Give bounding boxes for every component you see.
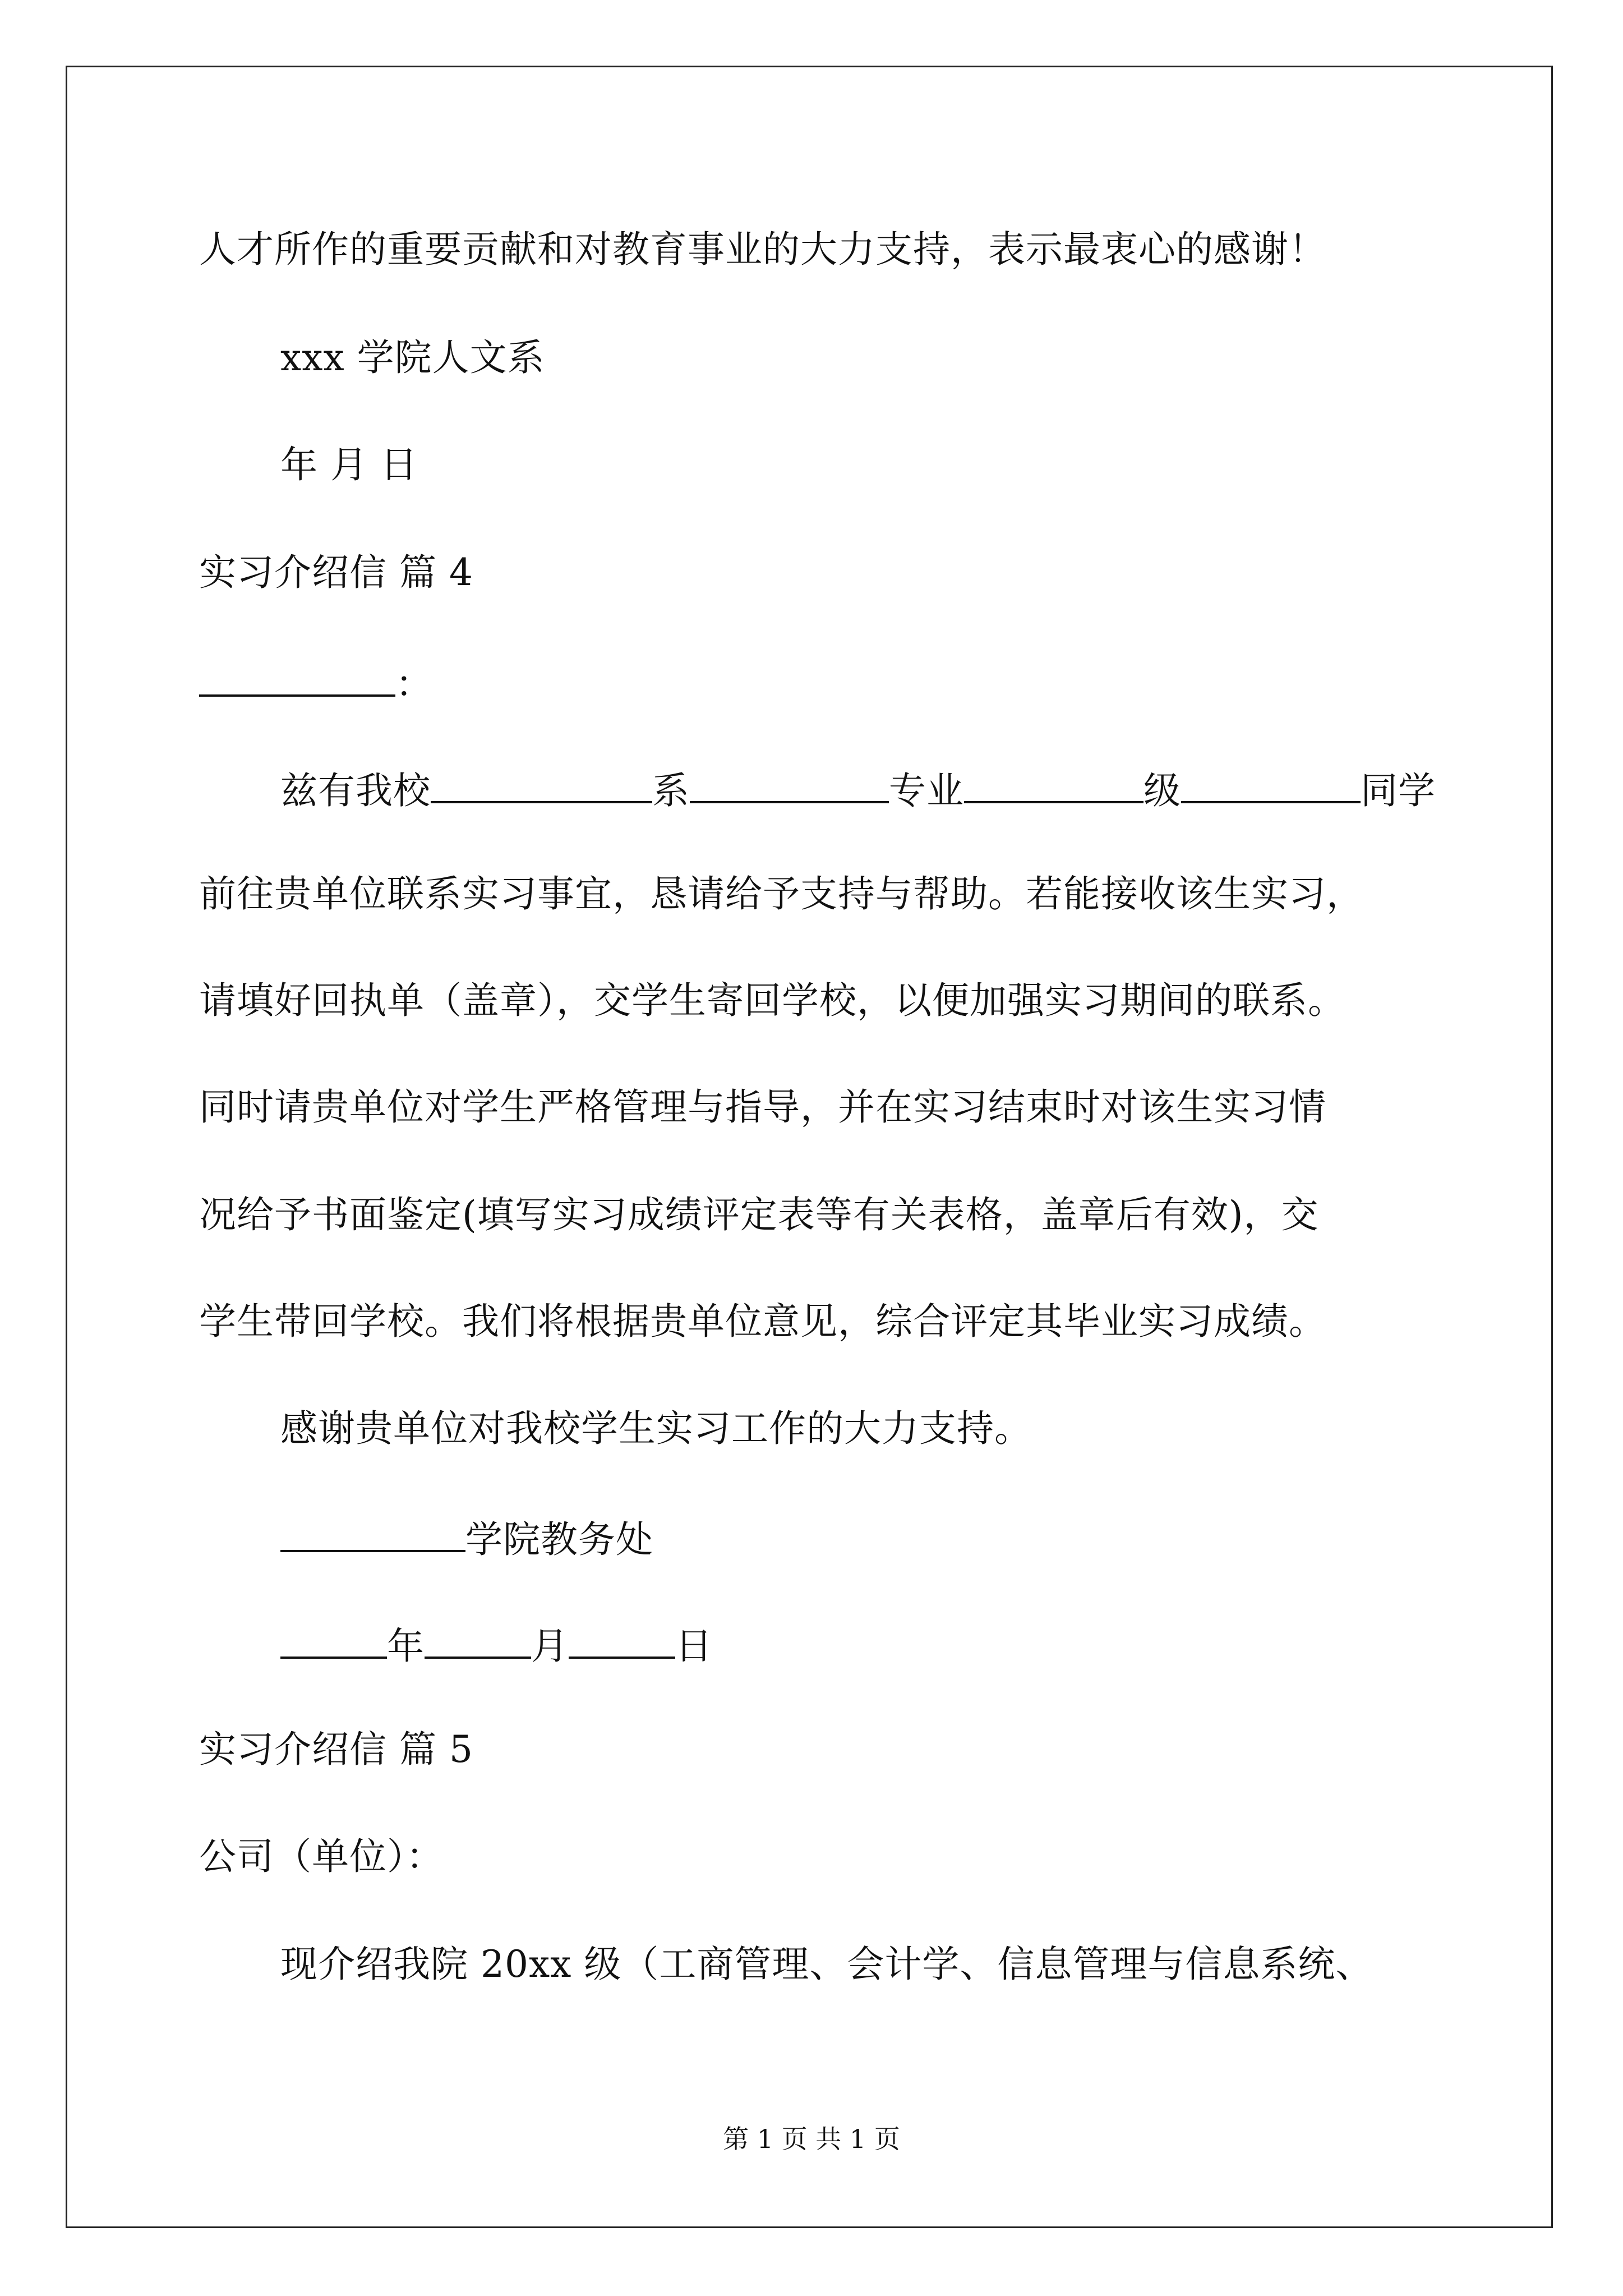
grade-blank [964,769,1144,803]
year-label: 年 [387,1625,425,1668]
section-heading-4: 实习介绍信 篇 4 [199,551,473,594]
body-line: 请填好回执单（盖章），交学生寄回学校，以便加强实习期间的联系。 [199,979,1345,1022]
company-salutation: 公司（单位）： [199,1835,444,1878]
paragraph-line-closing: 人才所作的重要贡献和对教育事业的大力支持，表示最衷心的感谢！ [199,228,1326,271]
year-blank [280,1624,387,1659]
college-blank [280,1517,465,1552]
student-name-blank [1181,769,1361,803]
body-line: 同时请贵单位对学生严格管理与指导，并在实习结束时对该生实习情 [199,1085,1326,1129]
month-blank [425,1624,531,1659]
intro-text-c: 专业 [889,769,964,812]
intro-line [280,769,1436,812]
day-label: 日 [675,1625,713,1668]
page-border [66,66,1553,2228]
section-heading-5: 实习介绍信 篇 5 [199,1728,473,1771]
major-blank [690,769,889,803]
thanks-line: 感谢贵单位对我校学生实习工作的大力支持。 [280,1407,1032,1450]
salutation-colon: ： [395,662,433,706]
intro-text-b: 系 [652,769,690,812]
day-blank [569,1624,675,1659]
department-blank [431,769,652,803]
page-footer: 第 1 页 共 1 页 [723,2124,900,2154]
body-line: 前往贵单位联系实习事宜，恳请给予支持与帮助。若能接收该生实习， [199,872,1364,915]
body-line: 况给予书面鉴定(填写实习成绩评定表等有关表格，盖章后有效)，交 [199,1193,1319,1236]
intro-text-d: 级 [1144,769,1181,812]
signature-office: 学院教务处 [465,1518,653,1561]
month-label: 月 [531,1625,569,1668]
body-line: 学生带回学校。我们将根据贵单位意见，综合评定其毕业实习成绩。 [199,1300,1326,1343]
salutation-line [199,662,433,706]
signature-office-line [280,1517,653,1561]
intro-text-a: 兹有我校 [280,769,431,812]
intro-text-e: 同学 [1361,769,1436,812]
signature-department: xxx 学院人文系 [280,336,545,379]
signature-date: 年 月 日 [280,443,418,486]
date-line [280,1624,713,1668]
intro-line-5: 现介绍我院 20xx 级（工商管理、会计学、信息管理与信息系统、 [280,1943,1373,1986]
salutation-blank [199,662,395,697]
